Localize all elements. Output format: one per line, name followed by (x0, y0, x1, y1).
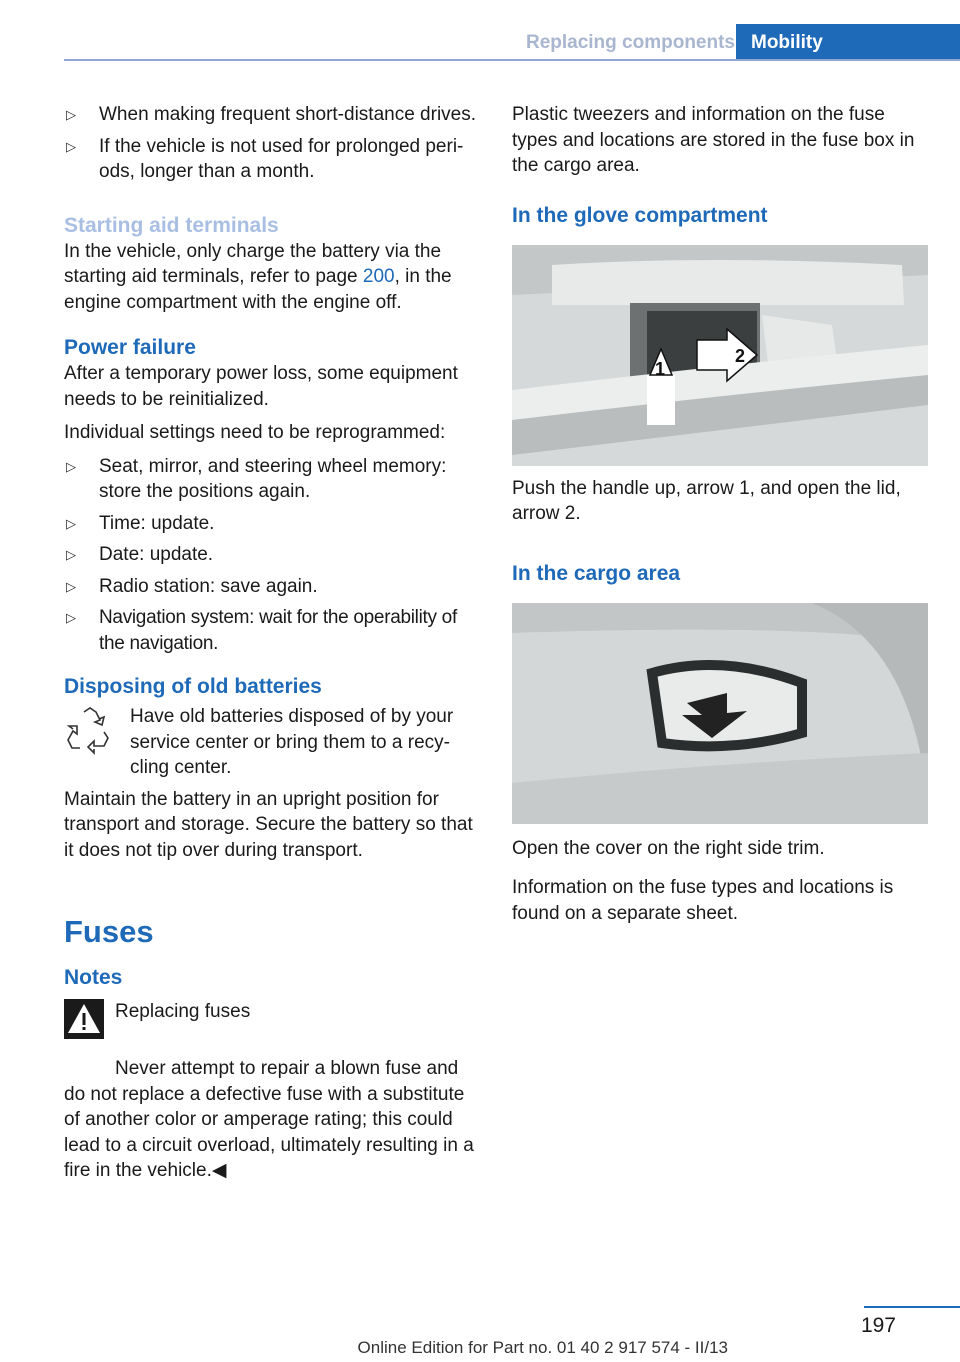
right-column (512, 102, 928, 926)
fuses-title: Fuses (64, 914, 154, 949)
triangle-bullet-icon: ▷ (66, 458, 76, 474)
edition-line: Online Edition for Part no. 01 40 2 917 574 - II/13 (357, 1338, 728, 1357)
cargo-area-image (512, 603, 928, 824)
footer-rule (864, 1306, 960, 1308)
page-header (64, 24, 960, 61)
disposing-para: Maintain the battery in an upright position for transport and storage. Secure the battery so that it does not tip over during transport. (64, 788, 473, 861)
recycle-note (64, 704, 480, 781)
power-failure-para: After a temporary power loss, some equipment needs to be reinitialized. (64, 363, 458, 410)
reprogram-list (64, 454, 480, 657)
list-item: ▷ Seat, mirror, and steering wheel memory: store the positions again. (66, 455, 447, 502)
fuse-box-intro: Plastic tweezers and information on the fuse types and locations are stored in the fuse box in the cargo area. (512, 104, 915, 176)
list-item: ▷ Navigation system: wait for the operability of the navigation. (66, 607, 457, 654)
triangle-bullet-icon: ▷ (66, 547, 76, 562)
list-item: ▷ If the vehicle is not used for prolonged peri-ods, longer than a month. (66, 135, 464, 182)
triangle-bullet-icon: ▷ (66, 515, 76, 531)
notes-heading: Notes (64, 966, 123, 989)
header-rule (64, 59, 960, 61)
power-failure-para: Individual settings need to be reprogrammed: (64, 422, 446, 443)
triangle-bullet-icon: ▷ (66, 107, 76, 122)
glove-caption: Push the handle up, arrow 1, and open the lid, arrow 2. (512, 477, 901, 524)
left-column (64, 102, 480, 1184)
list-item: ▷ Date: update. (64, 542, 480, 568)
list-item: ▷ Radio station: save again. (64, 574, 480, 600)
page-link[interactable]: 200 (362, 266, 395, 287)
glove-heading: In the glove compartment (512, 203, 768, 227)
section-title: Replacing components (525, 32, 735, 53)
starting-aid-text: In the vehicle, only charge the battery via the starting aid terminals, refer to page 200, in the engine compartment with the engine off. (64, 240, 452, 313)
usage-list (64, 102, 480, 185)
glove-compartment-image (512, 245, 928, 466)
warning-title: Replacing fuses (115, 1001, 251, 1022)
triangle-bullet-icon: ▷ (66, 610, 76, 625)
chapter-tab: Mobility (736, 24, 960, 61)
recycle-text: Have old batteries disposed of by your service center or bring them to a recy-cling center. (130, 706, 454, 778)
page-number: 197 (860, 1314, 896, 1337)
power-failure-heading: Power failure (64, 336, 196, 359)
triangle-bullet-icon: ▷ (66, 138, 76, 154)
warning-note (64, 999, 480, 1184)
triangle-bullet-icon: ▷ (66, 578, 76, 594)
disposing-heading: Disposing of old batteries (64, 675, 322, 698)
starting-aid-heading: Starting aid terminals (64, 213, 279, 237)
arrow-2-label: 2 (735, 345, 746, 366)
recycle-icon (64, 704, 116, 756)
list-item: ▷ Time: update. (64, 511, 480, 537)
cargo-caption: Open the cover on the right side trim. (512, 837, 825, 859)
warning-text: Never attempt to repair a blown fuse and do not replace a defective fuse with a substitute of another color or amperage rating; this could lead to a circuit overload, ultimately resulting in a fire in the vehicle.◀ (64, 1058, 474, 1181)
cargo-heading: In the cargo area (512, 561, 681, 585)
warning-icon (64, 999, 104, 1039)
cargo-para: Information on the fuse types and locations is found on a separate sheet. (512, 877, 894, 924)
arrow-1-label: 1 (655, 358, 666, 379)
list-item: ▷ When making frequent short-distance drives. (64, 102, 480, 128)
